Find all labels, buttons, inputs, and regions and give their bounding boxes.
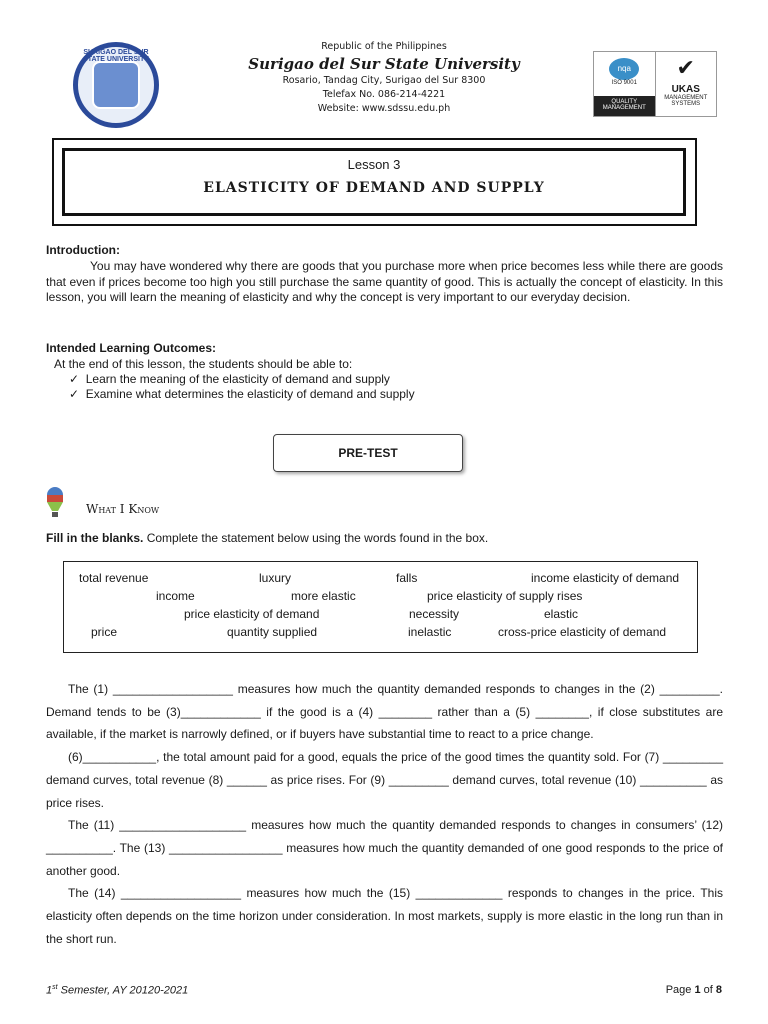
lesson-title: ELASTICITY OF DEMAND AND SUPPLY [203,180,545,196]
semester-num: 1 [46,984,53,997]
instructions-bold: Fill in the blanks. [46,531,144,545]
university-name: Surigao del Sur State University [248,55,520,73]
instructions [46,531,488,547]
republic-text: Republic of the Philippines [321,41,447,52]
footer-semester [46,984,188,997]
address: Rosario, Tandag City, Surigao del Sur 8300 [282,75,486,86]
nqa-logo: nqa [609,58,639,80]
iso-text: ISO 9001 [611,80,637,86]
seal-text: SURIGAO DEL SUR STATE UNIVERSITY [83,49,149,63]
word-item: inelastic [408,625,452,639]
word-item: luxury [259,571,292,585]
semester-sup: st [52,984,58,991]
fill-in-passage [46,678,723,950]
word-box [63,561,698,653]
footer-page [666,984,722,996]
word-item: more elastic [291,589,356,603]
word-item: quantity supplied [227,625,318,639]
crown-check-icon: ✔ [676,55,695,80]
intro-text: You may have wondered why there are goods that you purchase more when price becomes less while there are goods that even if prices become too high you still purchase the same quantity of good. This is actually the concept of elasticity. In this lesson, you will learn the meaning of elasticity and why the concept is very important to our everyday decision. [46,259,723,304]
word-item: total revenue [79,571,149,585]
outcome-item [69,387,415,403]
instructions-text: Complete the statement below using the words found in the box. [143,531,489,545]
check-icon: ✓ [69,372,86,386]
passage-paragraph: The (1) __________________ measures how much the quantity demanded responds to changes in the (2) _________. Demand tends to be (3)____________ if the good is a (4) ________ rather than a (5) ________, if close substitutes are available, if the market is narrowly defined, or if buyers have substantial time to react to a price change. [46,682,723,742]
word-item: necessity [409,607,460,621]
pretest-banner: PRE-TEST [273,434,463,472]
section-what-i-know: What I Know [86,502,160,516]
page-number: 1 [694,984,701,996]
word-item: elastic [544,607,579,621]
lightbulb-icon [40,483,70,521]
lesson-number: Lesson 3 [347,157,401,172]
intro-heading: Introduction: [46,243,120,257]
word-item: price elasticity of supply rises [427,589,583,603]
word-item: falls [396,571,418,585]
telefax: Telefax No. 086-214-4221 [322,89,446,100]
semester-text: Semester, AY 20120-2021 [57,984,189,997]
word-item: income [156,589,195,603]
title-box [62,148,686,216]
outcome-text: Examine what determines the elasticity of demand and supply [85,387,415,401]
word-item: price elasticity of demand [184,607,320,621]
outcomes-heading: Intended Learning Outcomes: [46,341,217,355]
ukas-text: UKAS [671,84,700,95]
outcome-text: Learn the meaning of the elasticity of demand and supply [85,372,390,386]
outcome-item [69,372,390,388]
word-item: price [91,625,118,639]
page-label: Page [665,984,695,996]
page-total: 8 [715,984,722,996]
website: Website: www.sdssu.edu.ph [317,103,451,114]
passage-paragraph: The (14) __________________ measures how much the (15) _____________ responds to changes in the price. This elasticity often depends on the time horizon under consideration. In most markets, supply is more elastic in the long run than in the short run. [46,886,723,946]
passage-paragraph: (6)___________, the total amount paid for a good, equals the price of the good times the quantity sold. For (7) _________ demand curves, total revenue (8) ______ as price rises. For (9) _________ demand curves, total revenue (10) __________ as price rises. [46,750,723,810]
ms-text: MANAGEMENT SYSTEMS [664,95,708,107]
word-item: income elasticity of demand [531,571,680,585]
passage-paragraph: The (11) ___________________ measures how much the quantity demanded responds to changes in consumers’ (12) __________. The (13) _________________ measures how much the quantity demanded of one good responds to the price of another good. [46,818,723,878]
outcomes-lead: At the end of this lesson, the students should be able to: [54,357,353,371]
check-icon: ✓ [69,387,86,401]
certification-logos [593,51,717,117]
page-of: of [700,984,716,996]
qm-text: QUALITY MANAGEMENT [594,96,655,116]
word-item: cross-price elasticity of demand [498,625,667,639]
